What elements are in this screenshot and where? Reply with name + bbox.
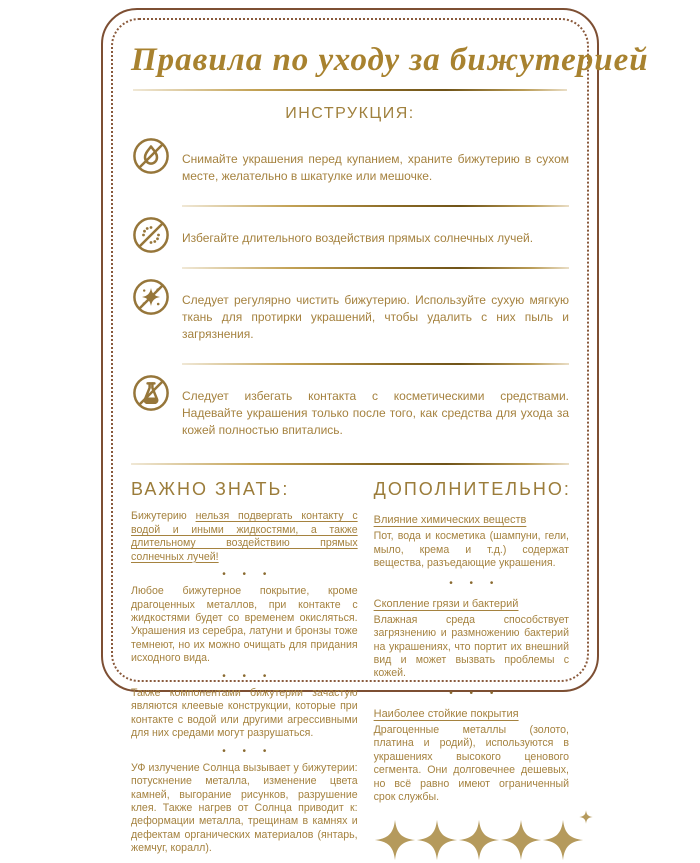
additional-column xyxy=(373,477,571,804)
sparkle-star-icon xyxy=(542,817,584,863)
important-paragraph: УФ излучение Солнца вызывает у бижутерии: потускнение металла, изменение цвета камней, выгорание рисунков, разрушение клея. Также нагрев от Солнца приводит к: деформации металла, трещинам в камнях и дефектам органических материалов (янтарь, жемчуг, коралл). xyxy=(131,761,358,855)
important-heading: ВАЖНО ЗНАТЬ: xyxy=(131,479,290,500)
important-column xyxy=(131,477,358,855)
instruction-text: Следует избегать контакта с косметическими средствами. Надевайте украшения только после того, как средства для ухода за кожей полностью впитались. xyxy=(182,389,569,438)
no-sun-icon xyxy=(131,215,171,255)
item-divider xyxy=(182,363,569,365)
stars-row xyxy=(374,807,569,863)
instruction-text: Следует регулярно чистить бижутерию. Используйте сухую мягкую ткань для протирки украшений, чтобы удалить с них пыль и загрязнения. xyxy=(182,293,569,342)
important-paragraph: Любое бижутерное покрытие, кроме драгоценных металлов, при контакте с жидкостями будет со временем окисляться. Украшения из серебра, латуни и бронзы тоже темнеют, но их можно очищать для придания исходного вида. xyxy=(131,585,358,665)
no-dirt-icon xyxy=(131,277,171,317)
dots-separator: • • • xyxy=(222,569,274,581)
additional-section-body: Драгоценные металлы (золото, платина и родий), используются в украшениях высокого ценового сегмента. Они долговечнее дешевых, но всё равно имеют ограниченный срок службы. xyxy=(373,723,569,804)
item-divider xyxy=(182,267,569,269)
warning-paragraph xyxy=(131,510,358,564)
no-water-icon xyxy=(131,136,171,176)
dots-separator: • • • xyxy=(449,577,501,589)
instruction-text: Снимайте украшения перед купанием, храните бижутерию в сухом месте, желательно в шкатулке или мешочке. xyxy=(182,152,569,184)
additional-section-title: Скопление грязи и бактерий xyxy=(373,597,519,610)
additional-section-body: Влажная среда способствует загрязнению и размножению бактерий на украшениях, что портит их внешний вид и может вызвать проблемы с кожей. xyxy=(373,613,569,680)
additional-section xyxy=(374,510,569,570)
warning-underlined: нельзя подвергать контакту с водой и иными жидкостями, а также длительному воздействию прямых солнечных лучей! xyxy=(131,510,358,563)
instruction-item xyxy=(131,210,569,264)
additional-section xyxy=(374,704,569,805)
additional-section-title: Наиболее стойкие покрытия xyxy=(373,707,519,720)
additional-section xyxy=(374,594,569,681)
title-divider xyxy=(133,89,567,91)
additional-section-body: Пот, вода и косметика (шампуни, гели, мыло, крема и т.д.) содержат вещества, разъедающие украшения. xyxy=(373,530,569,570)
dots-separator: • • • xyxy=(222,745,274,757)
dots-separator: • • • xyxy=(222,670,274,682)
card-content xyxy=(115,22,649,855)
important-paragraph: Также компонентами бижутерии зачастую являются клеевые конструкции, которые при контакте с водой или другими агрессивными для них средами могут разрушаться. xyxy=(131,686,358,740)
item-divider xyxy=(182,205,569,207)
section-divider xyxy=(131,463,569,465)
two-column-section xyxy=(131,477,571,855)
page-title: Правила по уходу за бижутерией xyxy=(131,42,649,78)
instruction-item xyxy=(131,368,569,456)
sparkle-star-icon xyxy=(500,817,542,863)
sparkle-star-icon xyxy=(458,817,500,863)
warning-lead: Бижутерию xyxy=(131,510,196,523)
sparkle-star-icon xyxy=(416,817,458,863)
additional-section-title: Влияние химических веществ xyxy=(373,514,527,527)
instruction-text: Избегайте длительного воздействия прямых солнечных лучей. xyxy=(182,231,534,246)
instructions-list xyxy=(131,131,569,456)
additional-heading: ДОПОЛНИТЕЛЬНО: xyxy=(373,479,571,500)
instruction-item xyxy=(131,272,569,360)
instruction-item xyxy=(131,131,569,202)
dots-separator: • • • xyxy=(449,687,501,699)
care-rules-card xyxy=(101,8,649,855)
no-cosmetics-icon xyxy=(131,373,171,413)
instructions-heading: ИНСТРУКЦИЯ: xyxy=(285,105,415,122)
sparkle-star-icon xyxy=(374,817,416,863)
mini-sparkle-icon xyxy=(579,810,593,829)
